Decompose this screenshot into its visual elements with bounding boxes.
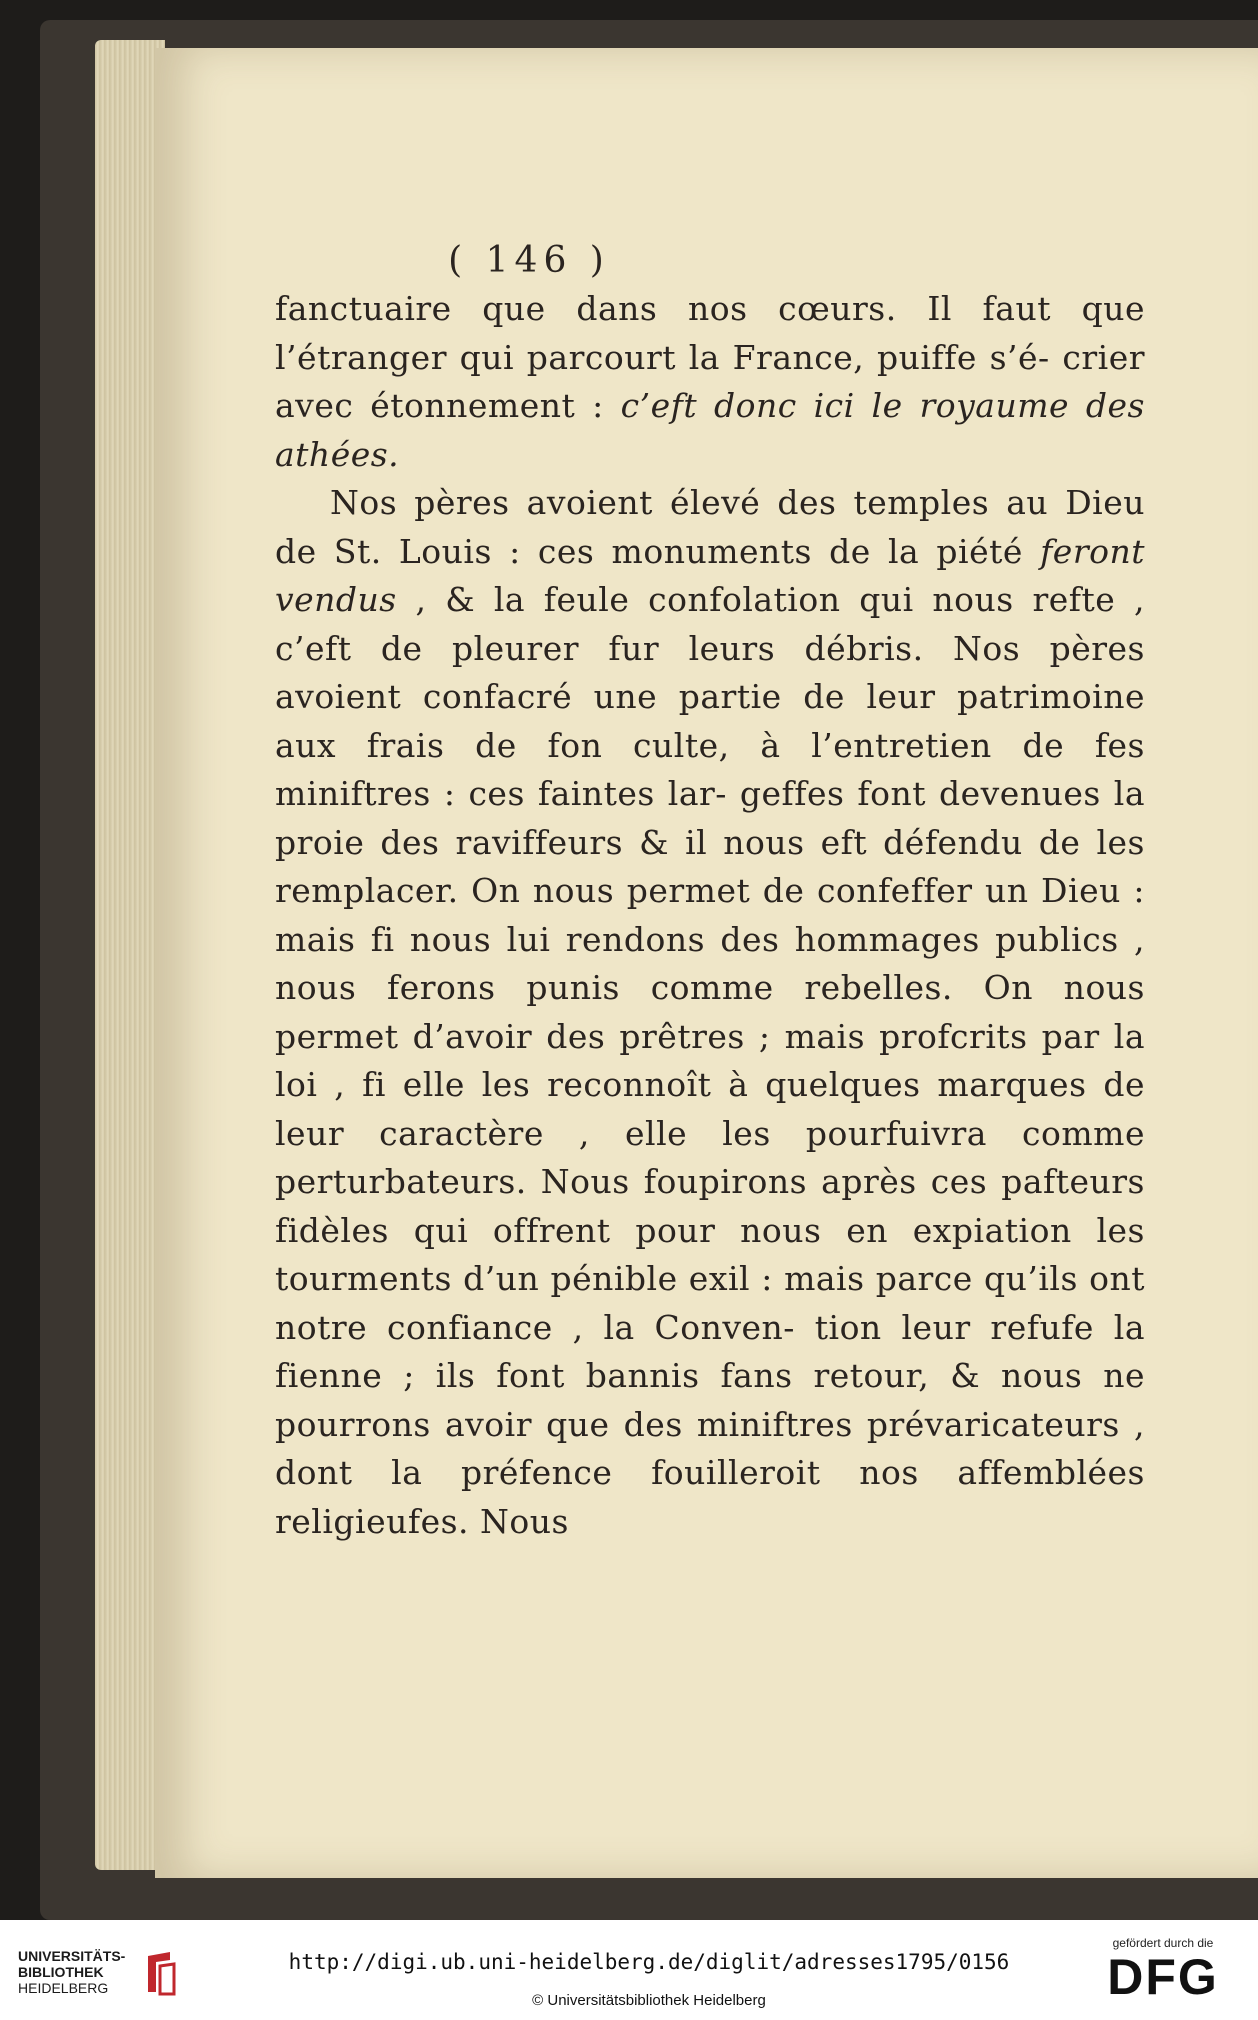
text-segment: Nos pères avoient élevé des temples au Dieu de St. Louis : ces monuments de la piété [275,483,1145,571]
page-url-link[interactable]: http://digi.ub.uni-heidelberg.de/diglit/adresses1795/0156 [288,1950,1010,1974]
funder-block[interactable] [1098,1936,1228,2004]
library-name-line2: BIBLIOTHEK [18,1964,104,1980]
italic-text: c’eft donc ici le royaume des athées. [275,386,1145,474]
text-segment: fanctuaire que dans nos cœurs. Il faut que l’étranger qui parcourt la France, puiffe s’é- crier avec étonnement : [275,289,1145,425]
dfg-logo: DFG [1107,1949,1219,2005]
page-number: ( 146 ) [448,240,610,281]
text-segment: , & la feule confolation qui nous refte , c’eft de pleurer fur leurs débris. Nos pères avoient confacré une partie de leur patrimoine aux frais de fon culte, à l’entretien de fes miniftres : ces faintes lar- geffes font devenues la proie des raviffeurs & il nous eft défendu de les remplacer. On nous permet de confeffer un Dieu : mais fi nous lui rendons des hommages publics , nous ferons punis comme rebelles. On nous permet d’avoir des prêtres ; mais profcrits par la loi , fi elle les reconnoît à quelques marques de leur caractère , elle les pourfuivra comme perturbateurs. Nous foupirons après ces pafteurs fidèles qui offrent pour nous en expiation les tourments d’un pénible exil : mais parce qu’ils ont notre confiance , la Conven- tion leur refufe la fienne ; ils font bannis fans retour, & nous ne pourrons avoir que des miniftres prévaricateurs , dont la préfence fouilleroit nos affemblées religieufes. Nous [275,580,1145,1541]
paragraph [275,479,1145,1546]
copyright-notice: © Universitätsbibliothek Heidelberg [532,1992,766,2009]
library-name-line3: HEIDELBERG [18,1980,109,1996]
paragraph [275,285,1145,479]
page-text [275,285,1145,1546]
italic-text: feront vendus [275,531,1145,619]
funder-caption: gefördert durch die [1112,1936,1214,1950]
footer-bar [0,1920,1258,2020]
library-name-line1: UNIVERSITÄTS- [18,1948,126,1964]
